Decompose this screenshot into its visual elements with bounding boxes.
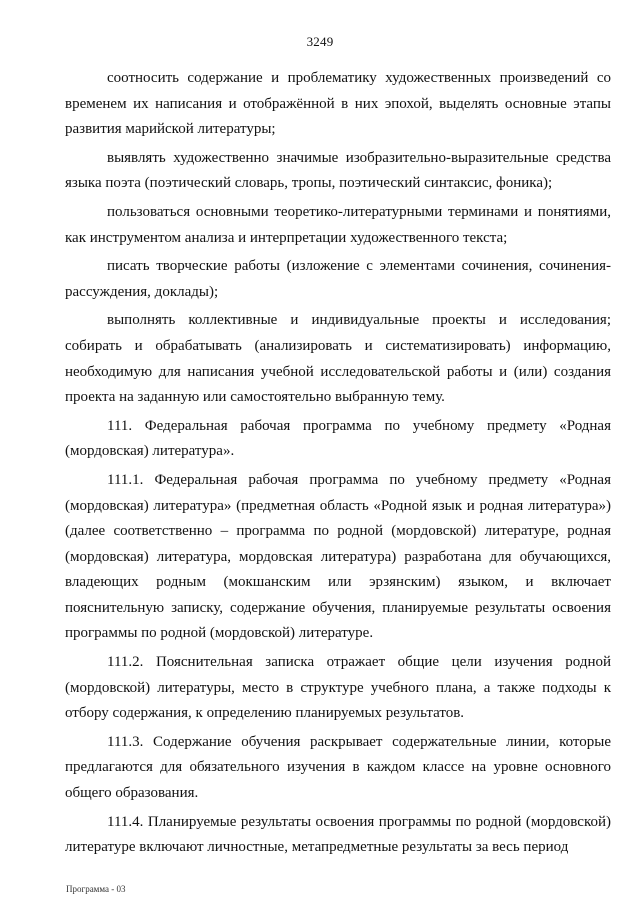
page-number: 3249 [306,34,334,49]
paragraph-section-111-1: 111.1. Федеральная рабочая программа по учебному предмету «Родная (мордовская) литература» (предметная область «Родной язык и родная литература») (далее соответственно – программа по родной (мордовской) литературе, родная (мордовская) литература, мордовская литература) разработана для обучающихся, владеющих родным (мокшанским или эрзянским) языком, и включает пояснительную записку, содержание обучения, планируемые результаты освоения программы по родной (мордовской) литературе. [65,471,611,642]
footer-label: Программа - 03 [66,884,126,894]
paragraph-identify-means: выявлять художественно значимые изобразительно-выразительные средства языка поэта (поэтический словарь, тропы, поэтический синтаксис, фоника); [65,149,611,192]
paragraph-creative-works: писать творческие работы (изложение с элементами сочинения, сочинения-рассуждения, доклады); [65,258,611,300]
paragraph-section-111-4: 111.4. Планируемые результаты освоения программы по родной (мордовской) литературе включают личностные, метапредметные результаты за весь период [65,813,611,856]
paragraph-correlate-content: соотносить содержание и проблематику художественных произведений со временем их написания и отображённой в них эпохой, выделять основные этапы развития марийской литературы; [65,70,611,138]
document-body [65,66,611,861]
paragraph-section-111-2: 111.2. Пояснительная записка отражает общие цели изучения родной (мордовской) литературы, место в структуре учебного плана, а также подходы к отбору содержания, к определению планируемых результатов. [65,654,611,722]
paragraph-section-111: 111. Федеральная рабочая программа по учебному предмету «Родная (мордовская) литература». [65,417,611,460]
paragraph-projects: выполнять коллективные и индивидуальные проекты и исследования; собирать и обрабатывать (анализировать и систематизировать) информацию, необходимую для написания учебной исследовательской работы и (или) создания проекта на заданную или самостоятельно выбранную тему. [65,312,611,406]
paragraph-use-terms: пользоваться основными теоретико-литературными терминами и понятиями, как инструментом анализа и интерпретации художественного текста; [65,203,611,246]
paragraph-section-111-3: 111.3. Содержание обучения раскрывает содержательные линии, которые предлагаются для обязательного изучения в каждом классе на уровне основного общего образования. [65,733,611,802]
